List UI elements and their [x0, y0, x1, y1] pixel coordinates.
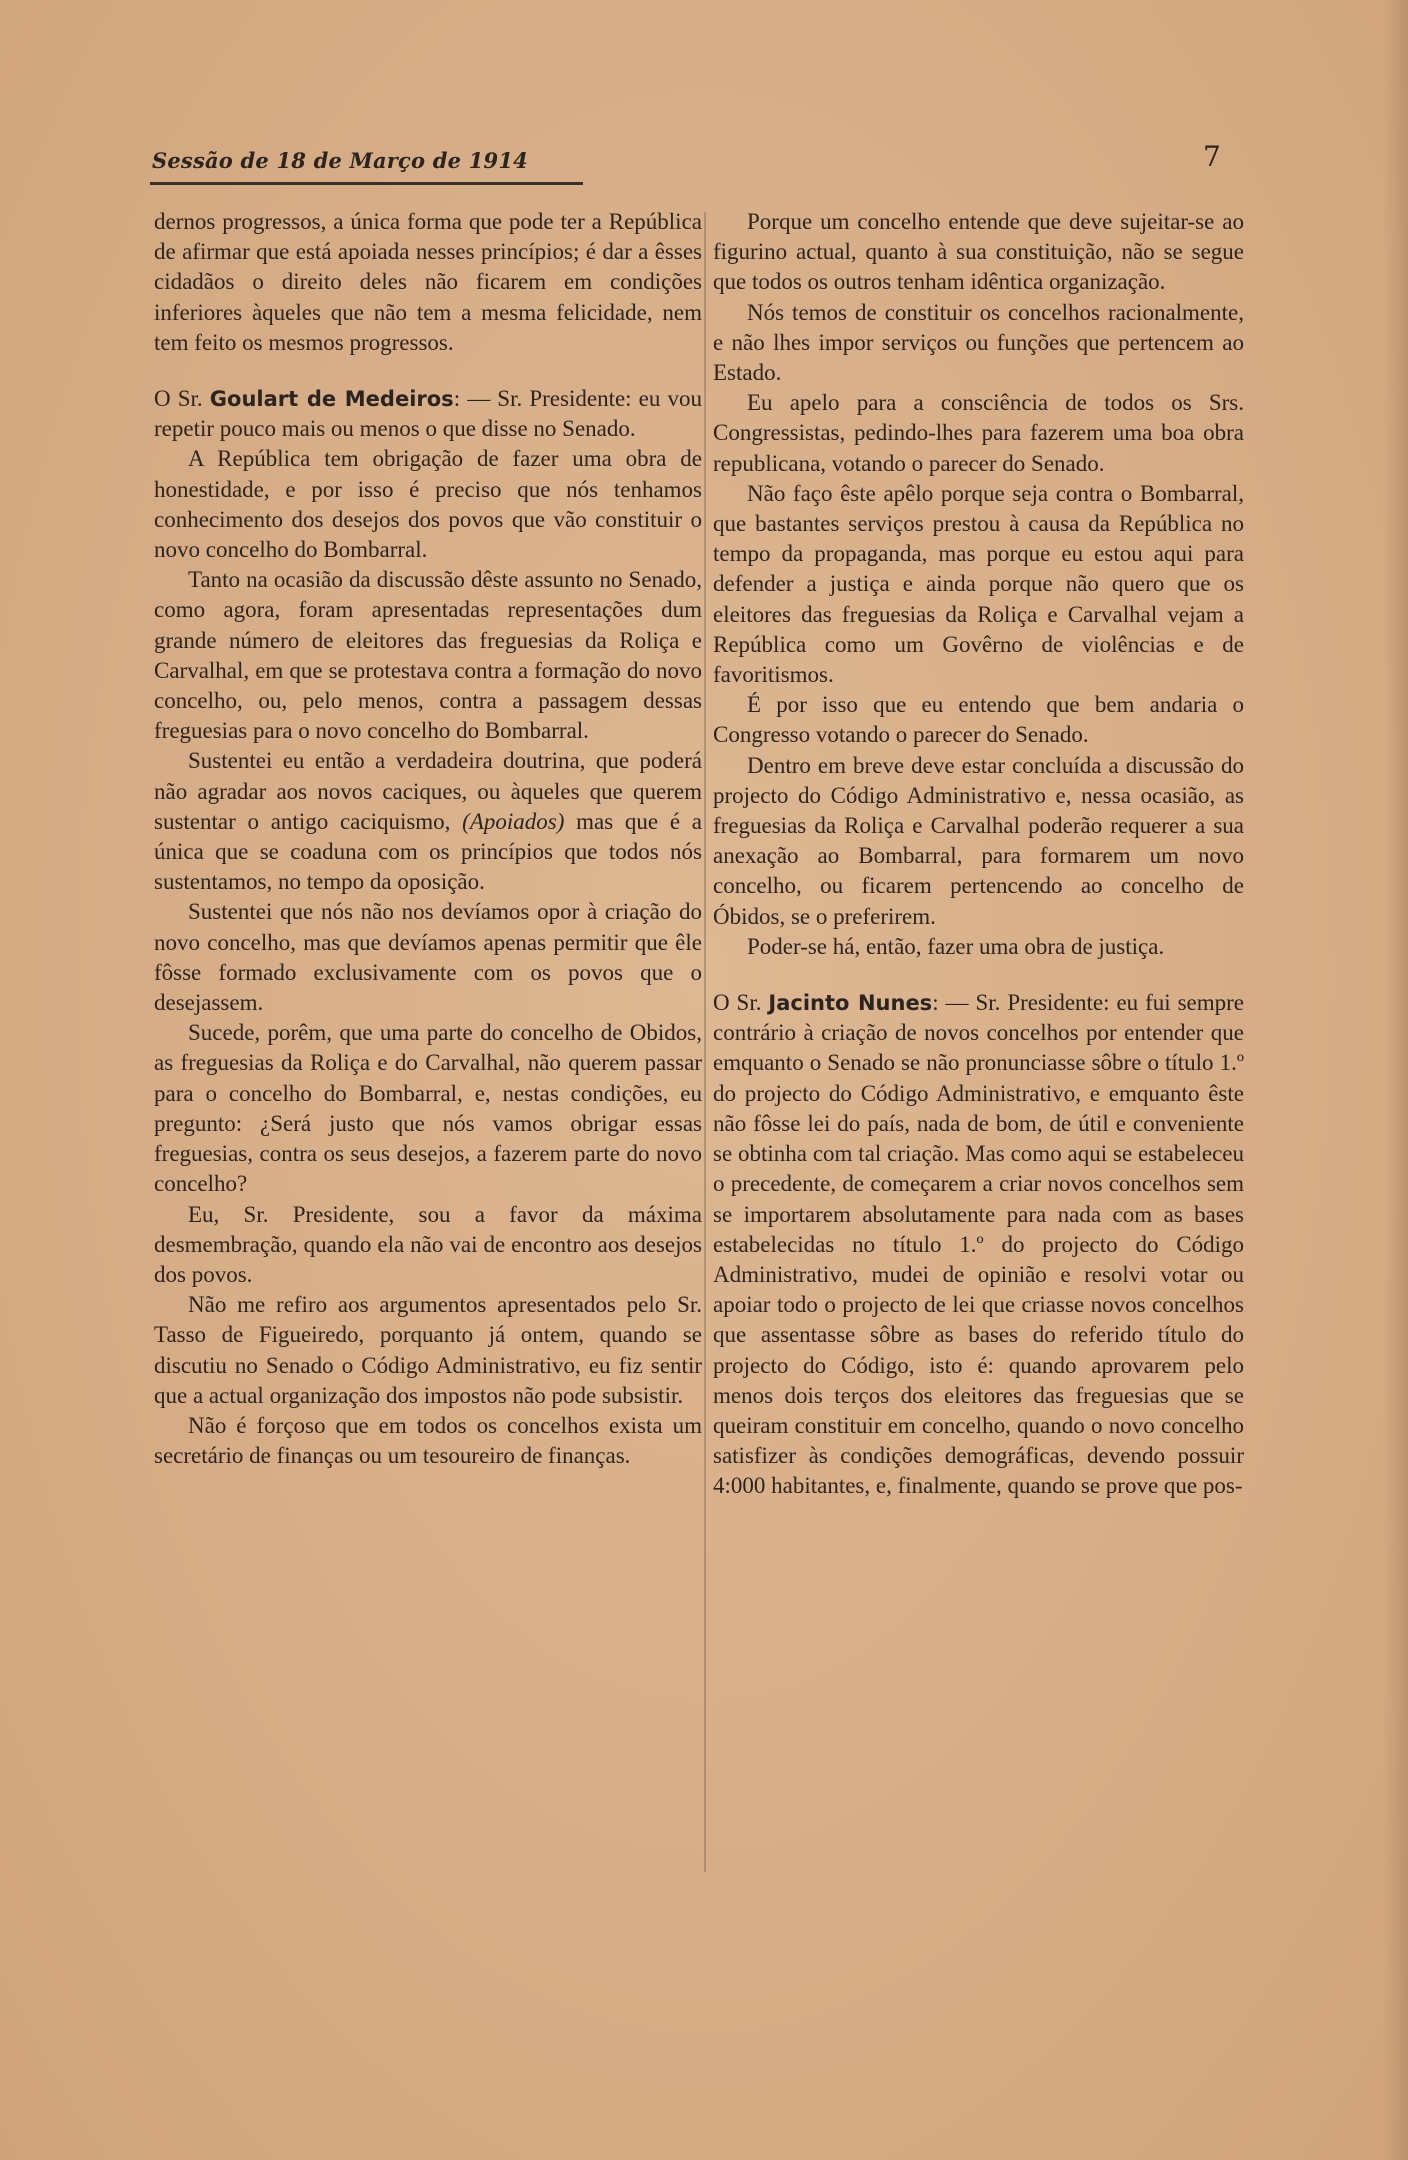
speech-text: : — Sr. Presidente: eu fui sempre contrário à criação de novos concelhos por entender que emquanto o Senado se não pronunciasse sôbre o título 1.º do projecto do Código Administrativo, e emquanto êste não fôsse lei do país, nada de bom, de útil e conveniente se obtinha com tal criação. Mas como aqui se estabeleceu o precedente, de começarem a criar novos concelhos sem se importarem absolutamente para nada com as bases estabelecidas no título 1.º do projecto do Código Administrativo, mudei de opinião e resolvi votar ou apoiar todo o projecto de lei que criasse novos concelhos que assentasse sôbre as bases do referido título do projecto do Código, isto é: quando aprovarem pelo menos dois terços dos eleitores das freguesias que se queiram constituir em concelho, quando o novo concelho satisfizer às condições demográficas, devendo possuir 4:000 habitantes, e, finalmente, quando se prove que pos-	[713, 990, 1244, 1499]
speech-prefix: O Sr.	[713, 990, 769, 1016]
speaker-name: Jacinto Nunes	[768, 991, 933, 1016]
column-divider	[704, 212, 706, 1872]
paragraph-text: Sustentei eu então a verdadeira doutrina, que poderá não agradar aos novos caciques, ou àqueles que querem sustentar o antigo caciquismo,	[154, 748, 702, 834]
speech-text: : — Sr. Presidente: eu vou repetir pouco mais ou menos o que disse no Senado.	[154, 386, 702, 442]
paragraph: Porque um concelho entende que deve sujeitar-se ao figurino actual, quanto à sua constituição, não se segue que todos os outros tenham idêntica organização.	[713, 209, 1244, 295]
paragraph: Tanto na ocasião da discussão dêste assunto no Senado, como agora, foram apresentadas representações dum grande número de eleitores das freguesias da Roliça e Carvalhal, em que se protestava contra a formação do novo concelho, ou, pelo menos, contra a passagem dessas freguesias para o novo concelho do Bombarral.	[154, 567, 702, 744]
page-number: 7	[1203, 140, 1221, 173]
apoiados-aside: (Apoiados)	[462, 808, 565, 834]
speech-paragraph	[154, 384, 702, 444]
paragraph	[154, 746, 702, 897]
paragraph-text: mas que é a única que se coaduna com os princípios que todos nós sustentamos, no tempo da oposição.	[154, 808, 702, 895]
paragraph: Não faço êste apêlo porque seja contra o Bombarral, que bastantes serviços prestou à causa da República no tempo da propaganda, mas porque eu estou aqui para defender a justiça e ainda porque não quero que os eleitores das freguesias da Roliça e Carvalhal vejam a República como um Govêrno de violências e de favoritismos.	[713, 480, 1244, 688]
paragraph: Sustentei que nós não nos devíamos opor à criação do novo concelho, mas que devíamos apenas permitir que êle fôsse formado exclusivamente com os povos que o desejassem.	[154, 899, 702, 1016]
page-edge	[1384, 0, 1408, 2160]
paragraph: Poder-se há, então, fazer uma obra de justiça.	[747, 933, 1165, 959]
right-column	[713, 207, 1244, 1502]
paragraph: É por isso que eu entendo que bem andaria o Congresso votando o parecer do Senado.	[713, 692, 1244, 748]
left-column	[154, 207, 702, 1471]
header-rule	[150, 182, 583, 185]
paragraph: A República tem obrigação de fazer uma obra de honestidade, e por isso é preciso que nós tenhamos conhecimento dos desejos dos povos que vão constituir o novo concelho do Bombarral.	[154, 446, 702, 563]
paragraph: dernos progressos, a única forma que pode ter a República de afirmar que está apoiada nesses princípios; é dar a êsses cidadãos o direito deles não ficarem em condições inferiores àqueles que não tem a mesma felicidade, nem tem feito os mesmos progressos.	[154, 209, 702, 355]
paragraph: Eu, Sr. Presidente, sou a favor da máxima desmembração, quando ela não vai de encontro aos desejos dos povos.	[154, 1201, 702, 1287]
paragraph: Não é forçoso que em todos os concelhos exista um secretário de finanças ou um tesoureiro de finanças.	[154, 1412, 702, 1469]
paragraph: Sucede, porêm, que uma parte do concelho de Obidos, as freguesias da Roliça e do Carvalhal, não querem passar para o concelho do Bombarral, e, nestas condições, eu pregunto: ¿Será justo que nós vamos obrigar essas freguesias, contra os seus desejos, a fazerem parte do novo concelho?	[154, 1020, 702, 1197]
speaker-name: Goulart de Medeiros	[209, 387, 454, 412]
speech-prefix: O Sr.	[154, 386, 210, 412]
running-header: Sessão de 18 de Março de 1914	[152, 148, 528, 173]
paragraph: Nós temos de constituir os concelhos racionalmente, e não lhes impor serviços ou funções que pertencem ao Estado.	[713, 299, 1244, 386]
speech-paragraph	[713, 988, 1244, 1501]
paragraph: Dentro em breve deve estar concluída a discussão do projecto do Código Administrativo e, nessa ocasião, as freguesias da Roliça e Carvalhal poderão requerer a sua anexação ao Bombarral, para formarem um novo concelho, ou ficarem pertencendo ao concelho de Óbidos, se o preferirem.	[713, 752, 1244, 929]
paragraph: Eu apelo para a consciência de todos os Srs. Congressistas, pedindo-lhes para fazerem uma boa obra republicana, votando o parecer do Senado.	[713, 390, 1244, 476]
paragraph: Não me refiro aos argumentos apresentados pelo Sr. Tasso de Figueiredo, porquanto já ontem, quando se discutiu no Senado o Código Administrativo, eu fiz sentir que a actual organização dos impostos não pode subsistir.	[154, 1292, 702, 1408]
